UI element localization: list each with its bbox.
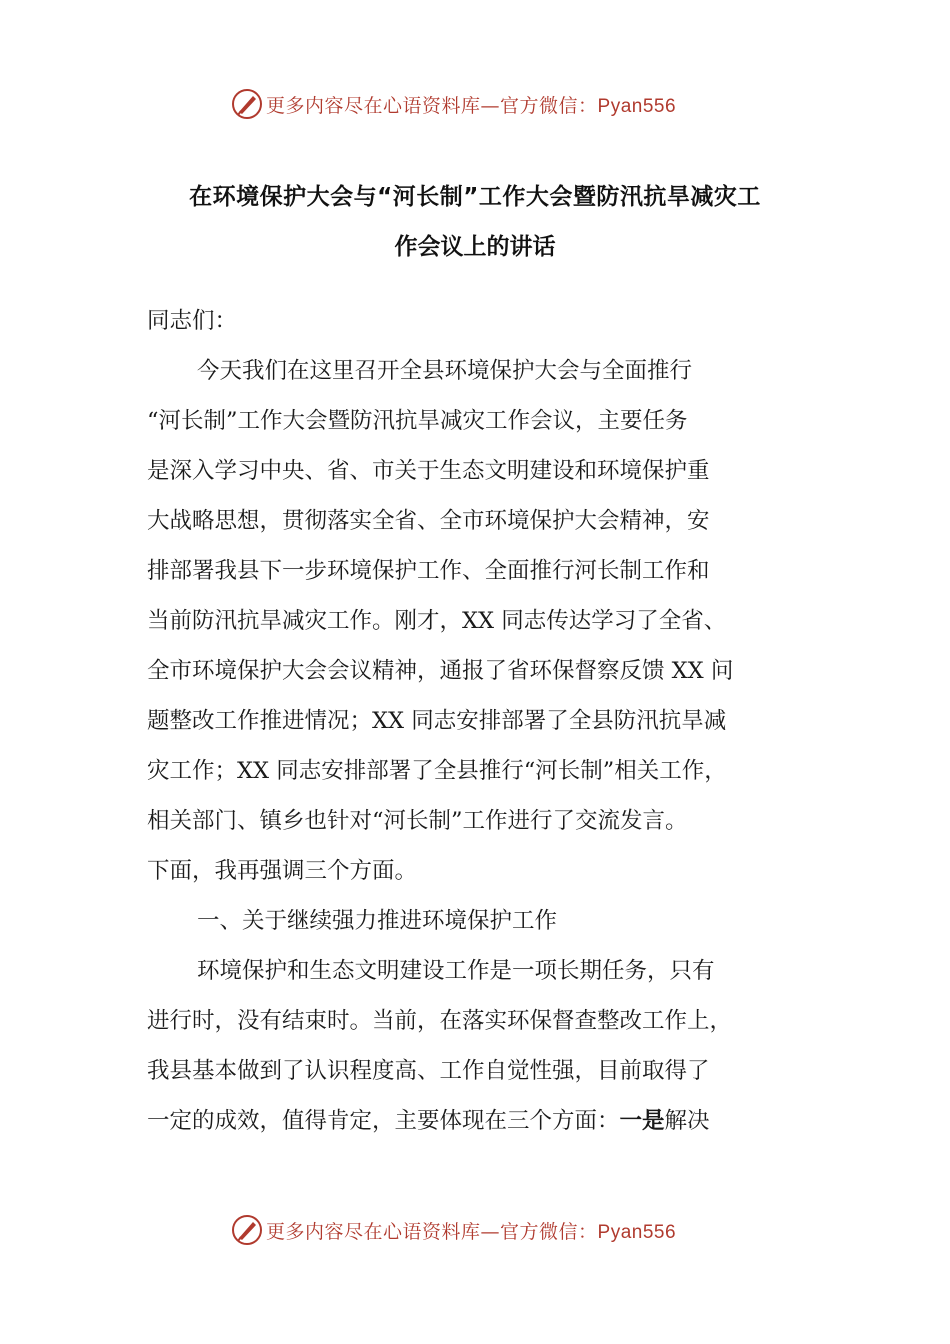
- paragraph-line: 当前防汛抗旱减灾工作。刚才，XX 同志传达学习了全省、: [147, 608, 727, 634]
- paragraph-text: 一定的成效，值得肯定，主要体现在三个方面：: [147, 1108, 620, 1134]
- paragraph-line: 排部署我县下一步环境保护工作、全面推行河长制工作和: [147, 558, 710, 584]
- paragraph-line: 下面，我再强调三个方面。: [147, 858, 418, 884]
- paragraph-line: 灾工作；XX 同志安排部署了全县推行“河长制”相关工作，: [147, 758, 727, 784]
- paragraph-line: 是深入学习中央、省、市关于生态文明建设和环境保护重: [147, 458, 710, 484]
- paragraph-line: “河长制”工作大会暨防汛抗旱减灾工作会议，主要任务: [147, 408, 688, 434]
- banner-account: Pyan556: [597, 1221, 677, 1243]
- quill-logo-icon: [230, 1213, 264, 1247]
- paragraph-line: 环境保护和生态文明建设工作是一项长期任务，只有: [197, 958, 715, 984]
- banner-dash: —: [480, 94, 501, 117]
- title-line-2: 作会议上的讲话: [394, 234, 556, 260]
- section-heading: 一、关于继续强力推进环境保护工作: [197, 908, 558, 934]
- bold-emphasis: 一是: [619, 1108, 665, 1134]
- banner-text: 更多内容尽在心语资料库: [266, 94, 481, 117]
- banner-label: 官方微信：: [500, 94, 598, 117]
- banner-label: 官方微信：: [500, 1220, 598, 1243]
- quill-logo-icon: [230, 87, 264, 121]
- footer-banner: [230, 1210, 750, 1250]
- greeting: 同志们：: [147, 308, 238, 334]
- paragraph-line: 相关部门、镇乡也针对“河长制”工作进行了交流发言。: [147, 808, 688, 834]
- paragraph-line: 今天我们在这里召开全县环境保护大会与全面推行: [197, 358, 693, 384]
- paragraph-line-last: [147, 1096, 710, 1146]
- banner-dash: —: [480, 1220, 501, 1243]
- paragraph-tail: 解决: [664, 1108, 710, 1134]
- paragraph-line: 题整改工作推进情况；XX 同志安排部署了全县防汛抗旱减: [147, 708, 727, 734]
- banner-text: 更多内容尽在心语资料库: [266, 1220, 481, 1243]
- header-banner: [230, 84, 750, 124]
- paragraph-line: 全市环境保护大会会议精神，通报了省环保督察反馈 XX 问: [147, 658, 734, 684]
- banner-account: Pyan556: [597, 95, 677, 117]
- paragraph-line: 我县基本做到了认识程度高、工作自觉性强，目前取得了: [147, 1058, 710, 1084]
- paragraph-line: 进行时，没有结束时。当前，在落实环保督查整改工作上，: [147, 1008, 733, 1034]
- paragraph-line: 大战略思想，贯彻落实全省、全市环境保护大会精神，安: [147, 508, 710, 534]
- title-line-1: 在环境保护大会与“河长制”工作大会暨防汛抗旱减灾工: [189, 184, 761, 210]
